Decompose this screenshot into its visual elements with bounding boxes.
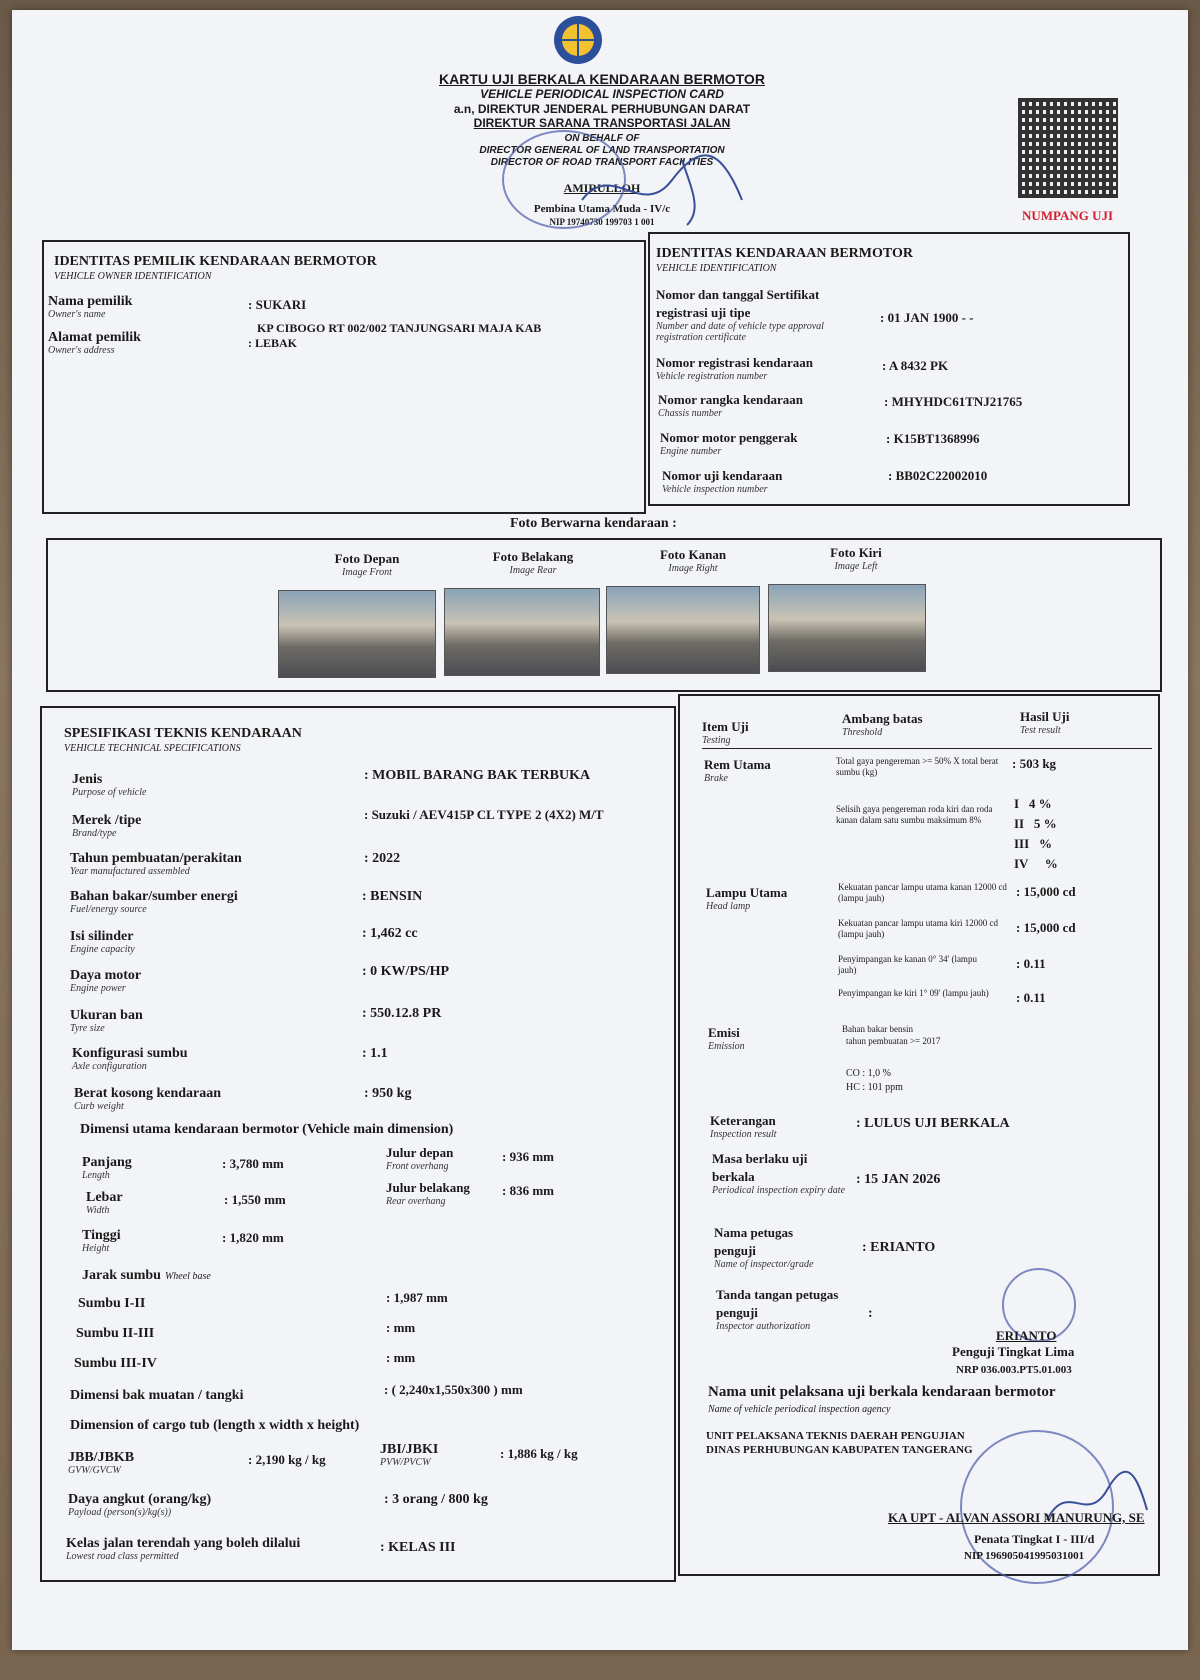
axle-result-i: I 4 %: [1014, 796, 1052, 811]
spec-sub: Fuel/energy source: [70, 904, 147, 915]
expiry-label: Masa berlaku uji berkala: [712, 1151, 808, 1184]
gvw-label: JBB/JBKB: [68, 1450, 135, 1465]
cargo-value: : ( 2,240x1,550x300 ) mm: [384, 1382, 523, 1397]
spec-sub: Engine power: [70, 983, 126, 994]
behalf-line-2: DIRECTOR GENERAL OF LAND TRANSPORTATION: [479, 145, 725, 156]
front-overhang-label: Julur depan: [386, 1145, 454, 1160]
lamp-value: : 15,000 cd: [1016, 920, 1076, 935]
vehicle-row-sub: Chassis number: [658, 408, 723, 419]
brake-threshold: Total gaya pengereman >= 50% X total berat sumbu (kg): [836, 756, 999, 777]
photo-rear[interactable]: [444, 588, 600, 676]
length-value: : 3,780 mm: [222, 1156, 284, 1171]
photo-sub: Image Rear: [509, 565, 557, 576]
expiry-value: : 15 JAN 2026: [856, 1172, 941, 1187]
signer-name: AMIRULLOH: [563, 181, 641, 195]
vehicle-row-label: Nomor uji kendaraan: [662, 468, 783, 483]
an-line: a.n, DIREKTUR JENDERAL PERHUBUNGAN DARAT: [453, 102, 751, 116]
owner-address-label-en: Owner's address: [48, 345, 115, 356]
inspector-label: Nama petugas penguji: [714, 1225, 794, 1258]
signer-nip: NIP 19740730 199703 1 001: [549, 217, 655, 227]
height-value: : 1,820 mm: [222, 1230, 284, 1245]
lamp-value: : 0.11: [1016, 956, 1046, 971]
owner-address-value-1: KP CIBOGO RT 002/002 TANJUNGSARI MAJA KAB: [257, 321, 542, 335]
axle-result-ii: II 5 %: [1014, 816, 1057, 831]
wheelbase-label: Jarak sumbu: [82, 1268, 161, 1283]
vehicle-row-sub: Vehicle inspection number: [662, 484, 768, 495]
spec-value: : 550.12.8 PR: [362, 1006, 442, 1021]
spec-value: : 2022: [364, 851, 401, 866]
length-label: Panjang: [82, 1155, 132, 1170]
spec-value: : 1.1: [362, 1046, 388, 1061]
vehicle-row-label: Nomor dan tanggal Sertifikat registrasi uji tipe: [656, 287, 820, 320]
front-overhang-label-en: Front overhang: [386, 1161, 449, 1172]
inspection-card: [12, 10, 1188, 1650]
col-threshold: Ambang batas: [842, 711, 923, 726]
head-rank: Penata Tingkat I - III/d: [974, 1532, 1095, 1546]
spec-value: : BENSIN: [362, 889, 423, 904]
spec-label: Berat kosong kendaraan: [74, 1086, 222, 1101]
height-label-en: Height: [82, 1243, 110, 1254]
axle-1-2-label: Sumbu I-II: [78, 1296, 146, 1311]
spec-sub: Year manufactured assembled: [70, 866, 190, 877]
road-class-label-en: Lowest road class permitted: [66, 1551, 179, 1562]
inspector-label-en: Name of inspector/grade: [714, 1259, 814, 1270]
gvw-label-en: GVW/GVCW: [68, 1465, 121, 1476]
emission-label: Emisi: [708, 1025, 740, 1040]
test-header-row: [702, 716, 1152, 749]
spec-sub: Tyre size: [70, 1023, 105, 1034]
owner-title-en: VEHICLE OWNER IDENTIFICATION: [54, 271, 212, 282]
head-nip: NIP 196905041995031001: [964, 1550, 1085, 1562]
road-class-label: Kelas jalan terendah yang boleh dilalui: [66, 1536, 301, 1551]
axle-2-3-value: : mm: [386, 1320, 416, 1335]
payload-label: Daya angkut (orang/kg): [68, 1492, 212, 1507]
head-name: KA UPT - ALVAN ASSORI MANURUNG, SE: [888, 1510, 1145, 1525]
col-threshold-en: Threshold: [842, 727, 883, 738]
spec-value: : Suzuki / AEV415P CL TYPE 2 (4X2) M/T: [364, 807, 604, 822]
spec-sub: Purpose of vehicle: [72, 787, 147, 798]
owner-name-label-en: Owner's name: [48, 309, 106, 320]
card-title-en: VEHICLE PERIODICAL INSPECTION CARD: [480, 87, 724, 101]
behalf-line-1: ON BEHALF OF: [564, 133, 640, 144]
vehicle-row-value: : K15BT1368996: [886, 431, 980, 446]
photo-label: Foto Depan: [334, 551, 400, 566]
spec-label: Jenis: [72, 772, 103, 787]
card-title: KARTU UJI BERKALA KENDARAAN BERMOTOR: [439, 71, 765, 87]
axle-1-2-value: : 1,987 mm: [386, 1290, 448, 1305]
signature-label: Tanda tangan petugas penguji: [716, 1287, 839, 1320]
spec-sub: Engine capacity: [70, 944, 135, 955]
pvw-value: : 1,886 kg / kg: [500, 1446, 578, 1461]
spec-label: Tahun pembuatan/perakitan: [70, 851, 242, 866]
photo-label: Foto Kiri: [830, 545, 882, 560]
spec-label: Ukuran ban: [70, 1008, 143, 1023]
width-value: : 1,550 mm: [224, 1192, 286, 1207]
vehicle-row-sub: Vehicle registration number: [656, 371, 768, 382]
road-class-value: : KELAS III: [380, 1540, 456, 1555]
hc-value: HC : 101 ppm: [846, 1082, 903, 1093]
inspector-value: : ERIANTO: [862, 1240, 936, 1255]
rear-overhang-label-en: Rear overhang: [386, 1196, 446, 1207]
result-label: Keterangan: [710, 1113, 776, 1128]
height-label: Tinggi: [82, 1228, 121, 1243]
lamp-threshold: Kekuatan pancar lampu utama kanan 12000 cd (lampu jauh): [838, 882, 1007, 903]
spec-value: : 950 kg: [364, 1086, 412, 1101]
photo-right[interactable]: [606, 586, 760, 674]
spec-sub: Axle configuration: [72, 1061, 147, 1072]
photo-label: Foto Kanan: [659, 547, 727, 562]
brake-label-en: Brake: [704, 773, 728, 784]
photos-title: Foto Berwarna kendaraan :: [510, 516, 677, 531]
vehicle-row-label: Nomor motor penggerak: [660, 430, 798, 445]
owner-address-label: Alamat pemilik: [48, 330, 141, 345]
photo-sub: Image Left: [834, 561, 878, 572]
spec-label: Isi silinder: [70, 929, 134, 944]
spec-label: Konfigurasi sumbu: [72, 1046, 188, 1061]
direktur-line: DIREKTUR SARANA TRANSPORTASI JALAN: [473, 116, 731, 130]
qr-code[interactable]: [1018, 98, 1118, 198]
signature-colon: :: [868, 1306, 873, 1321]
inspector-grade: Penguji Tingkat Lima: [952, 1344, 1075, 1359]
vehicle-row-sub: Engine number: [660, 446, 722, 457]
photo-sub: Image Right: [668, 563, 718, 574]
col-result: Hasil Uji: [1020, 709, 1070, 724]
cargo-label-en: Dimension of cargo tub (length x width x height): [70, 1418, 360, 1433]
owner-name-label: Nama pemilik: [48, 294, 133, 309]
agency-line-1: UNIT PELAKSANA TEKNIS DAERAH PENGUJIAN: [706, 1430, 965, 1442]
spec-value: : MOBIL BARANG BAK TERBUKA: [364, 768, 591, 783]
brake-diff-threshold: Selisih gaya pengereman roda kiri dan roda kanan dalam satu sumbu maksimum 8%: [836, 804, 993, 825]
lamp-value: : 0.11: [1016, 990, 1046, 1005]
emission-threshold-1: Bahan bakar bensin: [842, 1024, 913, 1034]
ministry-emblem-icon: [552, 14, 604, 66]
numpang-uji-label: NUMPANG UJI: [1022, 208, 1114, 223]
lamp-threshold: Penyimpangan ke kanan 0° 34' (lampu jauh): [838, 954, 977, 975]
emission-label-en: Emission: [708, 1041, 745, 1052]
result-label-en: Inspection result: [710, 1129, 777, 1140]
rear-overhang-label: Julur belakang: [386, 1180, 470, 1195]
width-label: Lebar: [86, 1190, 123, 1205]
axle-2-3-label: Sumbu II-III: [76, 1326, 155, 1341]
vehicle-id-title-en: VEHICLE IDENTIFICATION: [656, 263, 777, 274]
pvw-label: JBI/JBKI: [380, 1442, 439, 1457]
width-label-en: Width: [86, 1205, 110, 1216]
owner-name-value: : SUKARI: [248, 297, 307, 312]
vehicle-id-title: IDENTITAS KENDARAAN BERMOTOR: [656, 246, 913, 261]
signer-rank: Pembina Utama Muda - IV/c: [533, 203, 671, 215]
headlamp-label-en: Head lamp: [706, 901, 751, 912]
vehicle-row-label: Nomor registrasi kendaraan: [656, 355, 813, 370]
vehicle-row-value: : MHYHDC61TNJ21765: [884, 394, 1023, 409]
spec-sub: Brand/type: [72, 828, 117, 839]
col-item: Item Uji: [702, 719, 749, 734]
owner-title: IDENTITAS PEMILIK KENDARAAN BERMOTOR: [54, 254, 377, 269]
lamp-threshold: Penyimpangan ke kiri 1° 09' (lampu jauh): [838, 988, 989, 998]
signature-label-en: Inspector authorization: [716, 1321, 811, 1332]
col-result-en: Test result: [1020, 725, 1061, 736]
front-overhang-value: : 936 mm: [502, 1149, 554, 1164]
rear-overhang-value: : 836 mm: [502, 1183, 554, 1198]
emission-threshold-2: tahun pembuatan >= 2017: [846, 1036, 941, 1046]
axle-3-4-label: Sumbu III-IV: [74, 1356, 157, 1371]
agency-line-2: DINAS PERHUBUNGAN KABUPATEN TANGERANG: [706, 1444, 973, 1456]
headlamp-label: Lampu Utama: [706, 885, 788, 900]
spec-label: Daya motor: [70, 968, 142, 983]
brake-label: Rem Utama: [704, 757, 771, 772]
behalf-line-3: DIRECTOR OF ROAD TRANSPORT FACILITIES: [490, 157, 714, 168]
photo-label: Foto Belakang: [492, 549, 574, 564]
payload-value: : 3 orang / 800 kg: [384, 1492, 488, 1507]
spec-sub: Curb weight: [74, 1101, 124, 1112]
signature-scribble: [572, 140, 752, 235]
inspector-sign-name: ERIANTO: [996, 1328, 1057, 1343]
payload-label-en: Payload (person(s)/kg(s)): [68, 1507, 172, 1518]
spec-label: Merek /tipe: [72, 813, 142, 828]
vehicle-row-sub: Number and date of vehicle type approval registration certificate: [656, 321, 824, 343]
photos-box: [46, 538, 1162, 692]
dimension-title: Dimensi utama kendaraan bermotor (Vehicle main dimension): [80, 1122, 454, 1137]
inspector-nrp: NRP 036.003.PT5.01.003: [956, 1364, 1072, 1376]
photo-left[interactable]: [768, 584, 926, 672]
wheelbase-label-en: Wheel base: [164, 1271, 211, 1282]
lamp-value: : 15,000 cd: [1016, 884, 1076, 899]
agency-title: Nama unit pelaksana uji berkala kendaraan bermotor: [708, 1384, 1056, 1400]
result-value: : LULUS UJI BERKALA: [856, 1116, 1010, 1131]
gvw-value: : 2,190 kg / kg: [248, 1452, 326, 1467]
co-value: CO : 1,0 %: [846, 1068, 891, 1079]
spec-title-en: VEHICLE TECHNICAL SPECIFICATIONS: [64, 743, 241, 754]
axle-result-iv: IV %: [1014, 856, 1058, 871]
photo-front[interactable]: [278, 590, 436, 678]
vehicle-row-value: : BB02C22002010: [888, 468, 988, 483]
col-item-en: Testing: [702, 735, 731, 746]
length-label-en: Length: [82, 1170, 110, 1181]
axle-result-iii: III %: [1014, 836, 1052, 851]
spec-title: SPESIFIKASI TEKNIS KENDARAAN: [64, 726, 302, 741]
lamp-threshold: Kekuatan pancar lampu utama kiri 12000 cd (lampu jauh): [838, 918, 998, 939]
vehicle-row-value: : 01 JAN 1900 - -: [880, 310, 974, 325]
cargo-label: Dimensi bak muatan / tangki: [70, 1388, 244, 1403]
agency-title-en: Name of vehicle periodical inspection agency: [708, 1404, 891, 1415]
spec-value: : 1,462 cc: [362, 926, 418, 941]
brake-value: : 503 kg: [1012, 756, 1057, 771]
vehicle-row-label: Nomor rangka kendaraan: [658, 392, 803, 407]
photo-sub: Image Front: [342, 567, 392, 578]
vehicle-row-value: : A 8432 PK: [882, 358, 949, 373]
spec-label: Bahan bakar/sumber energi: [70, 889, 238, 904]
axle-3-4-value: : mm: [386, 1350, 416, 1365]
pvw-label-en: PVW/PVCW: [380, 1457, 431, 1468]
owner-address-value-2: : LEBAK: [248, 336, 298, 350]
expiry-label-en: Periodical inspection expiry date: [712, 1185, 846, 1196]
spec-value: : 0 KW/PS/HP: [362, 964, 450, 979]
